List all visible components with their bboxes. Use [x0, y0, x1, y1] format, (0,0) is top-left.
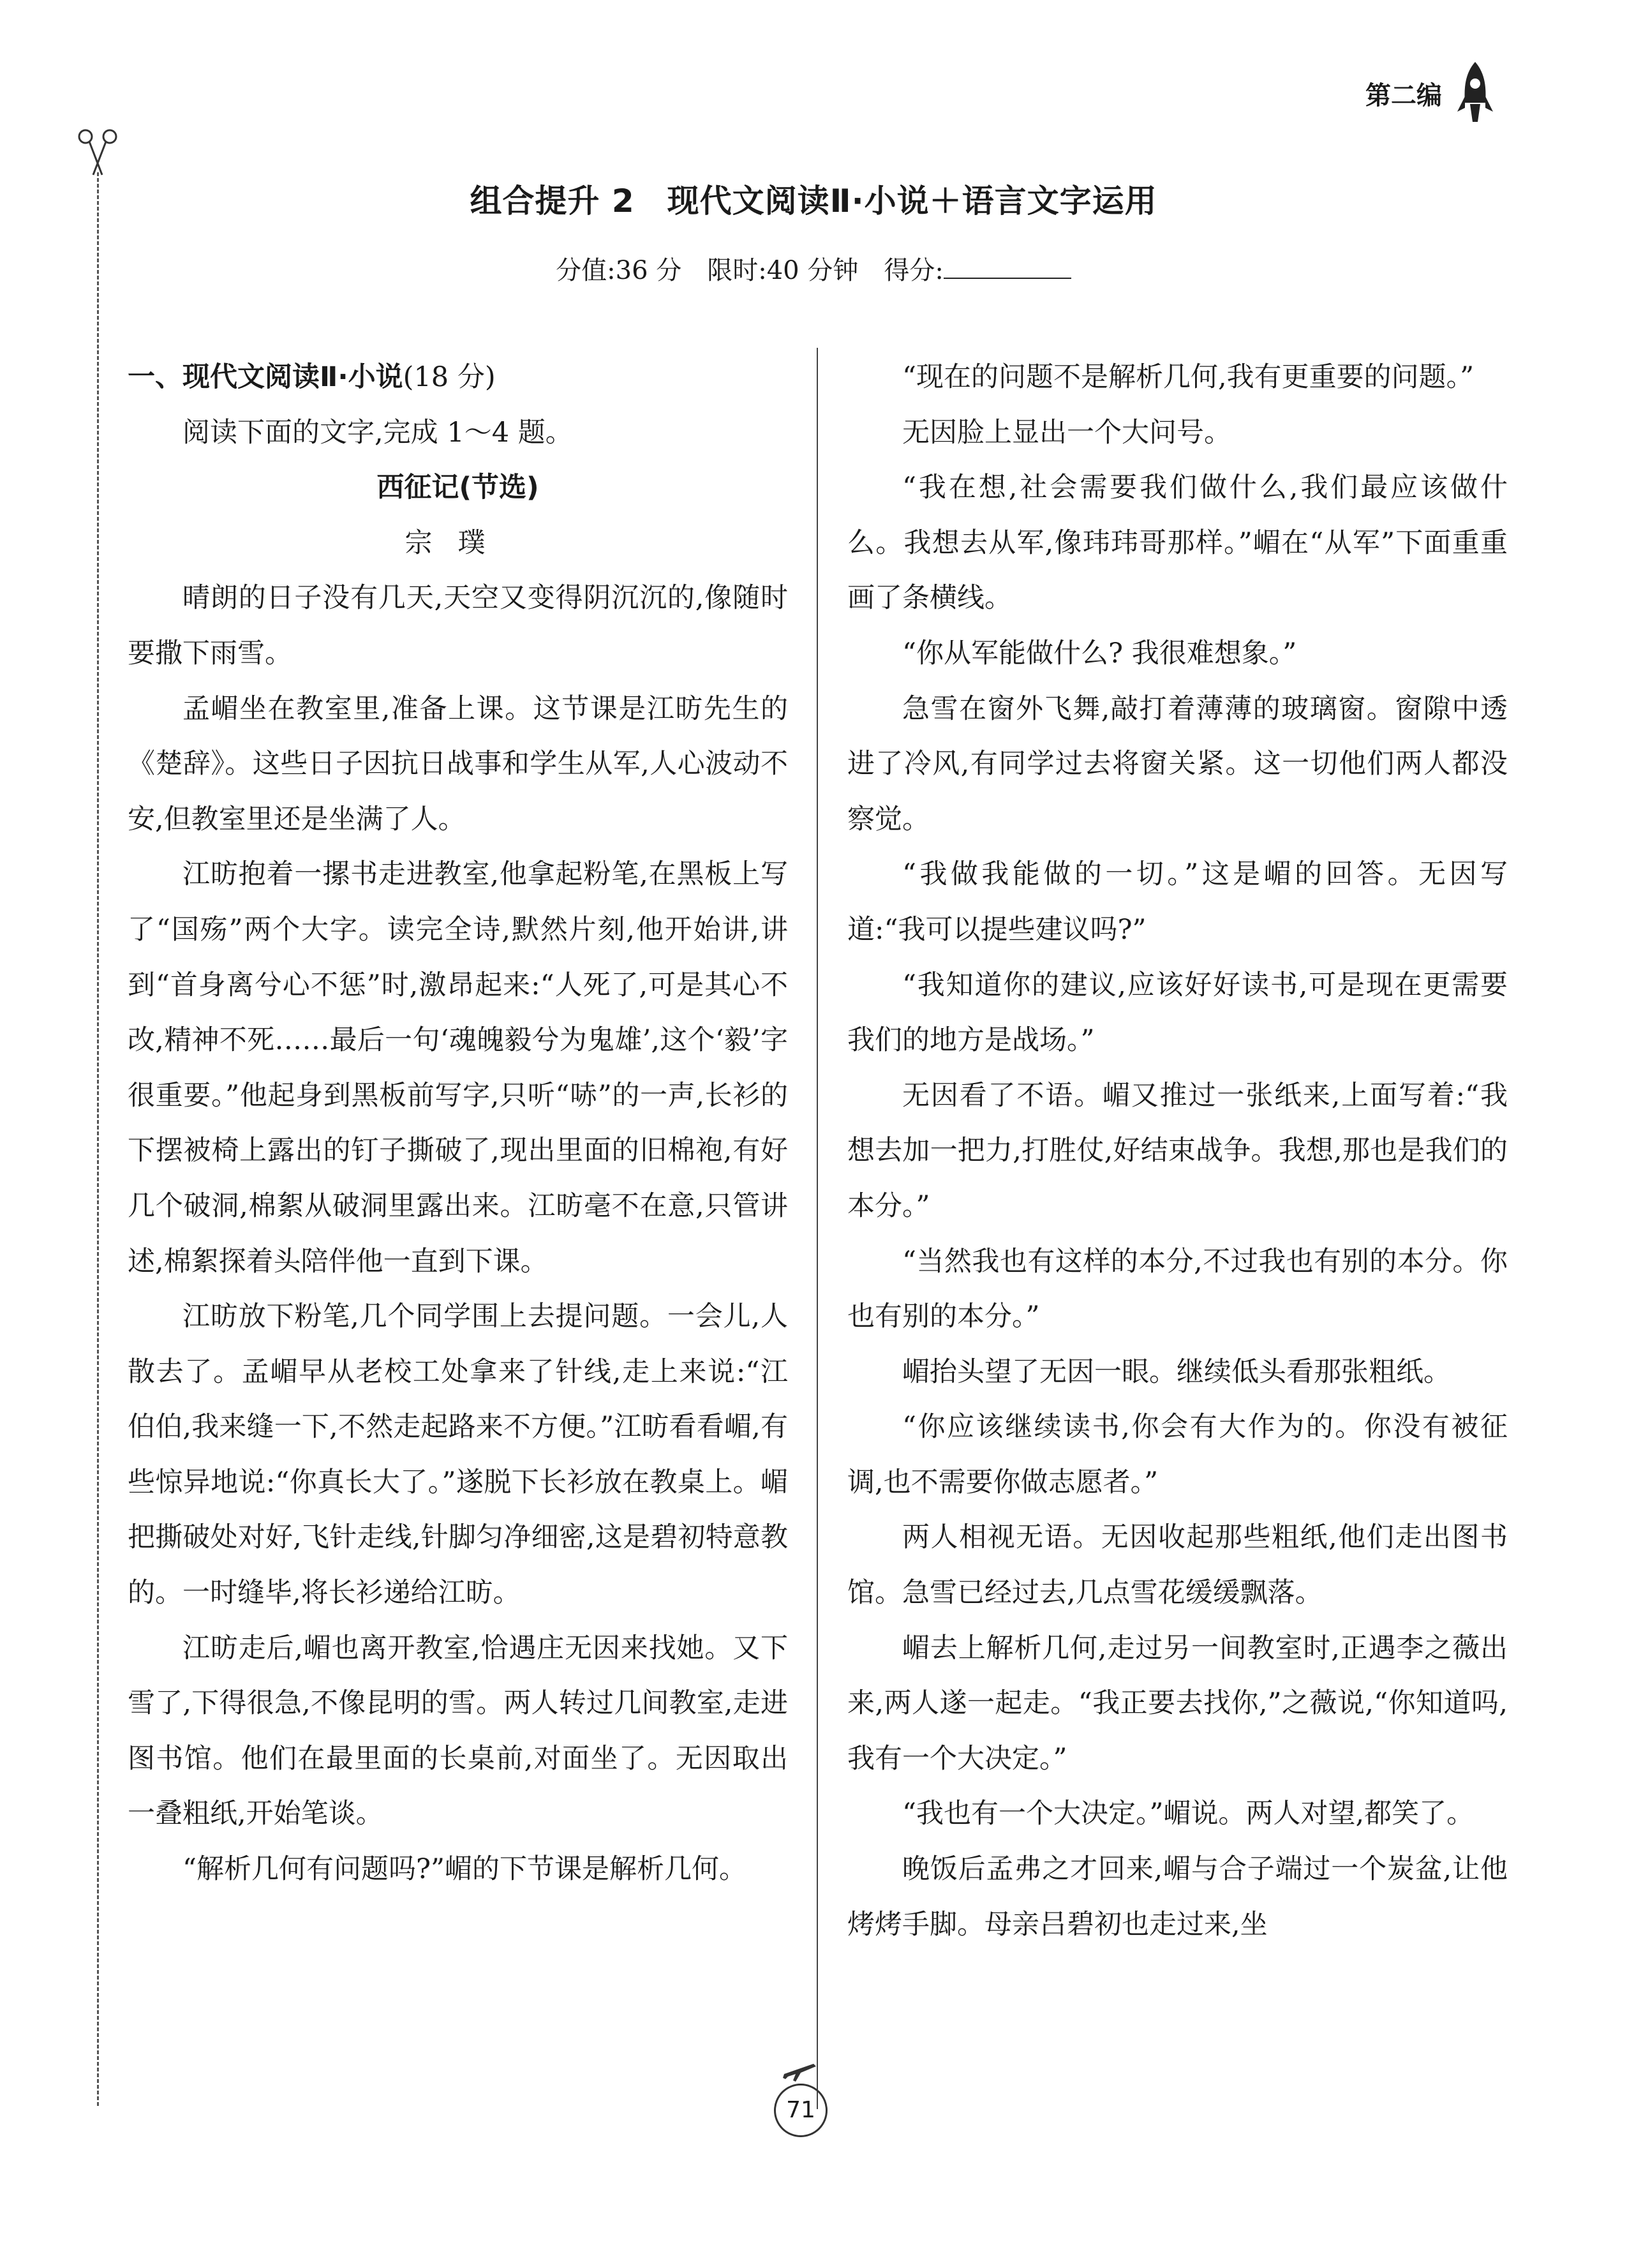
section-points: (18 分) [403, 361, 496, 393]
paragraph: “我知道你的建议,应该好好读书,可是现在更需要我们的地方是战场。” [847, 969, 1508, 1057]
paragraph: 无因脸上显出一个大问号。 [902, 416, 1231, 449]
paragraph: “我也有一个大决定。”嵋说。两人对望,都笑了。 [902, 1798, 1475, 1830]
paragraph: 嵋去上解析几何,走过另一间教室时,正遇李之薇出来,两人遂一起走。“我正要去找你,”之薇说,“你知道吗,我有一个大决定。” [847, 1632, 1508, 1775]
story-author: 宗璞 [405, 526, 511, 559]
paragraph: “你应该继续读书,你会有大作为的。你没有被征调,也不需要你做志愿者。” [847, 1411, 1508, 1498]
paragraph: “解析几何有问题吗?”嵋的下节课是解析几何。 [182, 1853, 747, 1886]
paragraph: 晴朗的日子没有几天,天空又变得阴沉沉的,像随时要撒下雨雪。 [128, 582, 788, 669]
page-title: 组合提升 2 现代文阅读Ⅱ·小说＋语言文字运用 [470, 183, 1157, 220]
paragraph: “当然我也有这样的本分,不过我也有别的本分。你也有别的本分。” [847, 1245, 1508, 1333]
paragraph: “我在想,社会需要我们做什么,我们最应该做什么。我想去从军,像玮玮哥那样。”嵋在“从军”下面重重画了条横线。 [847, 472, 1508, 615]
rocket-icon [1455, 61, 1496, 124]
paragraph: 江昉放下粉笔,几个同学围上去提问题。一会儿,人散去了。孟嵋早从老校工处拿来了针线,走上来说:“江伯伯,我来缝一下,不然走起路来不方便。”江昉看看嵋,有些惊异地说:“你真长大了。”遂脱下长衫放在教桌上。嵋把撕破处对好,飞针走线,针脚匀净细密,这是碧初特意教的。一时缝毕,将长衫递给江昉。 [128, 1301, 788, 1609]
score-line [0, 250, 1627, 287]
paragraph: 急雪在窗外飞舞,敲打着薄薄的玻璃窗。窗隙中透进了冷风,有同学过去将窗关紧。这一切他们两人都没察觉。 [847, 692, 1508, 835]
instruction: 阅读下面的文字,完成 1～4 题。 [182, 416, 573, 449]
airplane-icon [782, 2059, 817, 2084]
section-heading [128, 350, 788, 405]
paragraph: 江昉抱着一摞书走进教室,他拿起粉笔,在黑板上写了“国殇”两个大字。读完全诗,默然片刻,他开始讲,讲到“首身离兮心不惩”时,激昂起来:“人死了,可是其心不改,精神不死……最后一句‘魂魄毅兮为鬼雄’,这个‘毅’字很重要。”他起身到黑板前写字,只听“哧”的一声,长衫的下摆被椅上露出的钉子撕破了,现出里面的旧棉袍,有好几个破洞,棉絮从破洞里露出来。江昉毫不在意,只管讲述,棉絮探着头陪伴他一直到下课。 [128, 858, 788, 1278]
left-column [128, 350, 788, 1897]
paragraph: 无因看了不语。嵋又推过一张纸来,上面写着:“我想去加一把力,打胜仗,好结束战争。我想,那也是我们的本分。” [847, 1079, 1508, 1222]
score-info: 分值:36 分 限时:40 分钟 得分: [556, 256, 944, 285]
story-title: 西征记(节选) [376, 472, 539, 504]
paragraph: 嵋抬头望了无因一眼。继续低头看那张粗纸。 [902, 1355, 1451, 1388]
paragraph: 江昉走后,嵋也离开教室,恰遇庄无因来找她。又下雪了,下得很急,不像昆明的雪。两人转过几间教室,走进图书馆。他们在最里面的长桌前,对面坐了。无因取出一叠粗纸,开始笔谈。 [128, 1632, 788, 1830]
paragraph: 两人相视无语。无因收起那些粗纸,他们走出图书馆。急雪已经过去,几点雪花缓缓飘落。 [847, 1521, 1508, 1609]
paragraph: “现在的问题不是解析几何,我有更重要的问题。” [902, 361, 1475, 393]
scissors-icon [75, 128, 120, 179]
paragraph: 孟嵋坐在教室里,准备上课。这节课是江昉先生的《楚辞》。这些日子因抗日战事和学生从军,人心波动不安,但教室里还是坐满了人。 [128, 692, 788, 835]
paragraph: “你从军能做什么? 我很难想象。” [902, 637, 1297, 669]
section-label: 第二编 [1365, 81, 1442, 110]
section-heading-text: 一、现代文阅读Ⅱ·小说 [128, 361, 403, 393]
paragraph: 晚饭后孟弗之才回来,嵋与合子端过一个炭盆,让他烤烤手脚。母亲吕碧初也走过来,坐 [847, 1853, 1508, 1941]
cut-line [97, 172, 99, 2106]
page-number: 71 [774, 2084, 828, 2137]
paragraph: “我做我能做的一切。”这是嵋的回答。无因写道:“我可以提些建议吗?” [847, 858, 1508, 946]
score-blank [944, 256, 1071, 279]
right-column [847, 350, 1508, 1952]
column-divider [817, 348, 818, 2109]
